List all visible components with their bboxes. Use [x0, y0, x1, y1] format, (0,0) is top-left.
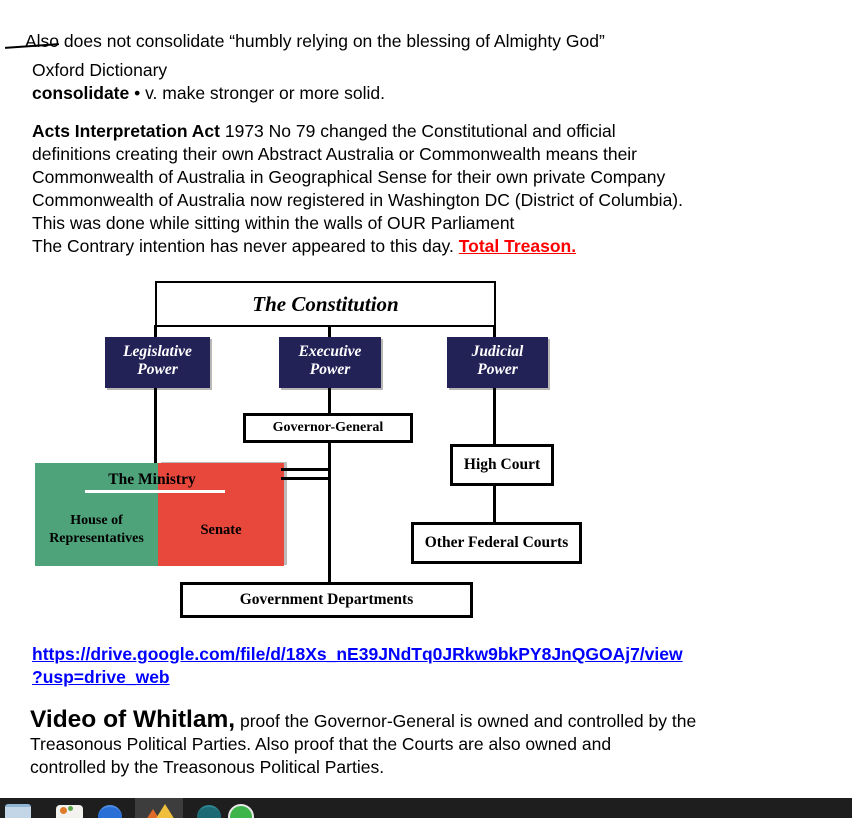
ministry-label: The Ministry	[108, 471, 196, 488]
house-of-representatives-label	[35, 512, 158, 548]
flame-app-icon[interactable]	[146, 802, 180, 818]
drive-link-line2: ?usp=drive_web	[32, 667, 170, 687]
ministry-underline	[85, 490, 225, 493]
oxford-dictionary-line: Oxford Dictionary	[32, 60, 168, 80]
orange-dot-icon	[60, 807, 67, 814]
connector-ministry-governor-bottom	[281, 477, 331, 480]
governor-general-label: Governor-General	[272, 420, 384, 435]
acts-line4: Commonwealth of Australia now registered in Washington DC (District of Columbia).	[32, 190, 683, 210]
file-explorer-window-icon[interactable]	[5, 804, 31, 818]
struck-word: Also	[25, 31, 60, 51]
governor-general-box	[243, 413, 413, 443]
judicial-power-box	[447, 337, 548, 388]
legislative-power-box	[105, 337, 210, 388]
connector-ministry-governor-top	[281, 468, 331, 471]
constitution-label: The Constitution	[252, 291, 399, 316]
green-orb-app-icon[interactable]	[228, 804, 254, 818]
legislative-label-line2: Power	[137, 361, 178, 378]
consolidate-rest: • v. make stronger or more solid.	[129, 83, 385, 103]
teal-orb-app-icon[interactable]	[197, 805, 221, 818]
acts-paragraph	[32, 120, 827, 258]
connector-legislative-ministry	[154, 388, 157, 464]
executive-power-box	[279, 337, 381, 388]
total-treason-text: Total Treason.	[458, 236, 577, 256]
acts-line3: Commonwealth of Australia in Geographical Sense for their own private Company	[32, 167, 666, 187]
intro-line-text: does not consolidate “humbly relying on the blessing of Almighty God”	[59, 31, 605, 51]
dictionary-block	[32, 59, 385, 105]
connector-judicial-highcourt	[493, 388, 496, 445]
consolidate-word: consolidate	[32, 83, 130, 103]
drive-link-block	[32, 643, 683, 689]
connector-governor-departments	[328, 442, 331, 583]
other-federal-courts-label: Other Federal Courts	[424, 534, 569, 551]
blue-orb-app-icon[interactable]	[98, 805, 122, 818]
other-federal-courts-box	[411, 522, 582, 564]
flame-yellow-part-icon	[155, 804, 175, 818]
whitlam-title: Video of Whitlam,	[30, 706, 236, 733]
whitlam-line2: Treasonous Political Parties. Also proof that the Courts are also owned and	[30, 734, 612, 754]
taskbar	[0, 798, 852, 818]
house-label-line2: Representatives	[49, 531, 144, 546]
connector-highcourt-othercourts	[493, 485, 496, 524]
executive-label-line2: Power	[309, 361, 351, 378]
acts-title: Acts Interpretation Act	[32, 121, 220, 141]
executive-label-line1: Executive	[298, 343, 362, 360]
whitlam-line3: controlled by the Treasonous Political Parties.	[30, 757, 385, 777]
white-card-app-icon[interactable]	[56, 805, 83, 818]
drive-link-line1: https://drive.google.com/file/d/18Xs_nE39JNdTq0JRkw9bkPY8JnQGOAj7/view	[32, 644, 683, 664]
government-departments-label: Government Departments	[239, 591, 414, 608]
judicial-label-line2: Power	[477, 361, 518, 378]
consolidate-definition	[32, 82, 385, 105]
acts-line1: 1973 No 79 changed the Constitutional and official	[220, 121, 616, 141]
whitlam-paragraph	[30, 708, 835, 779]
acts-line2: definitions creating their own Abstract Australia or Commonwealth means their	[32, 144, 638, 164]
high-court-label: High Court	[463, 456, 541, 473]
intro-line	[25, 30, 605, 53]
whitlam-line1: proof the Governor-General is owned and controlled by the	[235, 711, 697, 731]
senate-label: Senate	[200, 522, 242, 538]
high-court-box	[450, 444, 554, 486]
constitution-box	[155, 281, 496, 327]
house-label-line1: House of	[70, 513, 123, 528]
acts-line6: The Contrary intention has never appeared to this day.	[32, 236, 459, 256]
drive-link[interactable]	[32, 644, 683, 687]
legislative-label-line1: Legislative	[123, 343, 192, 360]
judicial-label-line1: Judicial	[471, 343, 524, 360]
connector-executive-governor	[328, 388, 331, 415]
government-departments-box	[180, 582, 473, 618]
acts-line5: This was done while sitting within the walls of OUR Parliament	[32, 213, 515, 233]
green-dot-icon	[68, 806, 73, 811]
